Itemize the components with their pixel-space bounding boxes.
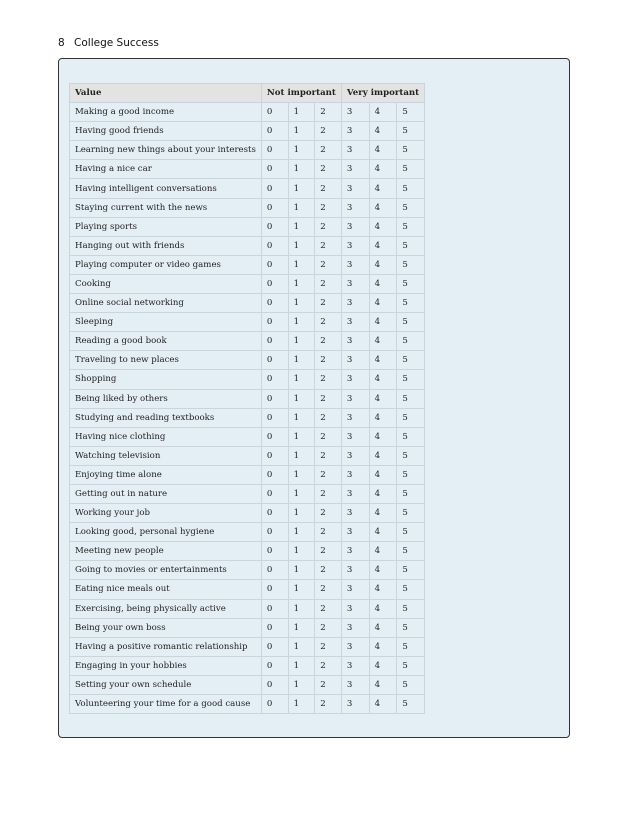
table-row: [70, 427, 425, 446]
table-row: [70, 313, 425, 332]
rating-option[interactable]: 5: [397, 389, 425, 408]
value-label: Cooking: [70, 274, 262, 293]
rating-option[interactable]: 3: [341, 313, 369, 332]
rating-option[interactable]: 5: [397, 542, 425, 561]
rating-option[interactable]: 3: [341, 446, 369, 465]
rating-option[interactable]: 4: [369, 695, 397, 714]
value-label: Volunteering your time for a good cause: [70, 695, 262, 714]
rating-option[interactable]: 5: [397, 217, 425, 236]
rating-option[interactable]: 0: [261, 656, 288, 675]
value-label: Getting out in nature: [70, 484, 262, 503]
rating-option[interactable]: 3: [341, 504, 369, 523]
rating-option[interactable]: 4: [369, 523, 397, 542]
rating-option[interactable]: 2: [315, 427, 342, 446]
table-row: [70, 465, 425, 484]
rating-option[interactable]: 5: [397, 141, 425, 160]
table-row: [70, 446, 425, 465]
table-row: [70, 389, 425, 408]
rating-option[interactable]: 5: [397, 332, 425, 351]
rating-option[interactable]: 2: [315, 484, 342, 503]
rating-option[interactable]: 4: [369, 637, 397, 656]
rating-option[interactable]: 3: [341, 122, 369, 141]
table-row: [70, 580, 425, 599]
rating-option[interactable]: 0: [261, 504, 288, 523]
rating-option[interactable]: 4: [369, 351, 397, 370]
rating-option[interactable]: 4: [369, 294, 397, 313]
rating-option[interactable]: 1: [288, 504, 315, 523]
rating-option[interactable]: 3: [341, 198, 369, 217]
value-label: Having a nice car: [70, 160, 262, 179]
rating-option[interactable]: 5: [397, 255, 425, 274]
rating-option[interactable]: 2: [315, 580, 342, 599]
rating-option[interactable]: 3: [341, 294, 369, 313]
rating-option[interactable]: 2: [315, 122, 342, 141]
rating-option[interactable]: 5: [397, 484, 425, 503]
rating-option[interactable]: 3: [341, 389, 369, 408]
values-table: [69, 83, 425, 714]
rating-option[interactable]: 4: [369, 141, 397, 160]
rating-option[interactable]: 0: [261, 523, 288, 542]
table-row: [70, 255, 425, 274]
rating-option[interactable]: 0: [261, 408, 288, 427]
rating-option[interactable]: 4: [369, 217, 397, 236]
rating-option[interactable]: 0: [261, 370, 288, 389]
rating-option[interactable]: 3: [341, 561, 369, 580]
rating-option[interactable]: 3: [341, 427, 369, 446]
rating-option[interactable]: 0: [261, 580, 288, 599]
rating-option[interactable]: 1: [288, 198, 315, 217]
rating-option[interactable]: 5: [397, 523, 425, 542]
rating-option[interactable]: 1: [288, 179, 315, 198]
rating-option[interactable]: 4: [369, 370, 397, 389]
running-head: [58, 37, 159, 49]
rating-option[interactable]: 5: [397, 446, 425, 465]
rating-option[interactable]: 1: [288, 294, 315, 313]
rating-option[interactable]: 0: [261, 198, 288, 217]
rating-option[interactable]: 3: [341, 160, 369, 179]
value-label: Working your job: [70, 504, 262, 523]
table-row: [70, 236, 425, 255]
rating-option[interactable]: 4: [369, 255, 397, 274]
rating-option[interactable]: 2: [315, 103, 342, 122]
table-row: [70, 656, 425, 675]
rating-option[interactable]: 3: [341, 217, 369, 236]
rating-option[interactable]: 2: [315, 446, 342, 465]
rating-option[interactable]: 1: [288, 217, 315, 236]
column-header-not-important: Not important: [261, 84, 341, 103]
rating-option[interactable]: 4: [369, 408, 397, 427]
rating-option[interactable]: 1: [288, 656, 315, 675]
rating-option[interactable]: 1: [288, 446, 315, 465]
rating-option[interactable]: 2: [315, 294, 342, 313]
table-row: [70, 274, 425, 293]
rating-option[interactable]: 4: [369, 313, 397, 332]
value-label: Reading a good book: [70, 332, 262, 351]
rating-option[interactable]: 4: [369, 656, 397, 675]
table-row: [70, 618, 425, 637]
rating-option[interactable]: 0: [261, 122, 288, 141]
table-row: [70, 637, 425, 656]
value-label: Looking good, personal hygiene: [70, 523, 262, 542]
rating-option[interactable]: 0: [261, 274, 288, 293]
rating-option[interactable]: 2: [315, 236, 342, 255]
rating-option[interactable]: 5: [397, 122, 425, 141]
value-label: Playing computer or video games: [70, 255, 262, 274]
rating-option[interactable]: 3: [341, 618, 369, 637]
value-label: Engaging in your hobbies: [70, 656, 262, 675]
value-label: Shopping: [70, 370, 262, 389]
table-row: [70, 599, 425, 618]
rating-option[interactable]: 3: [341, 484, 369, 503]
rating-option[interactable]: 3: [341, 599, 369, 618]
rating-option[interactable]: 2: [315, 370, 342, 389]
rating-option[interactable]: 1: [288, 561, 315, 580]
value-label: Exercising, being physically active: [70, 599, 262, 618]
table-row: [70, 160, 425, 179]
rating-option[interactable]: 3: [341, 236, 369, 255]
rating-option[interactable]: 2: [315, 389, 342, 408]
table-row: [70, 217, 425, 236]
rating-option[interactable]: 5: [397, 351, 425, 370]
rating-option[interactable]: 1: [288, 637, 315, 656]
rating-option[interactable]: 2: [315, 599, 342, 618]
rating-option[interactable]: 3: [341, 695, 369, 714]
rating-option[interactable]: 4: [369, 504, 397, 523]
table-row: [70, 294, 425, 313]
rating-option[interactable]: 0: [261, 389, 288, 408]
value-label: Having a positive romantic relationship: [70, 637, 262, 656]
rating-option[interactable]: 4: [369, 389, 397, 408]
table-row: [70, 504, 425, 523]
rating-option[interactable]: 1: [288, 408, 315, 427]
column-header-very-important: Very important: [341, 84, 424, 103]
rating-option[interactable]: 4: [369, 332, 397, 351]
rating-option[interactable]: 3: [341, 542, 369, 561]
rating-option[interactable]: 1: [288, 313, 315, 332]
rating-option[interactable]: 0: [261, 599, 288, 618]
rating-option[interactable]: 5: [397, 179, 425, 198]
rating-option[interactable]: 5: [397, 580, 425, 599]
rating-option[interactable]: 0: [261, 618, 288, 637]
rating-option[interactable]: 5: [397, 198, 425, 217]
table-row: [70, 561, 425, 580]
table-row: [70, 141, 425, 160]
rating-option[interactable]: 0: [261, 695, 288, 714]
value-label: Traveling to new places: [70, 351, 262, 370]
book-title: College Success: [74, 37, 159, 49]
rating-option[interactable]: 0: [261, 160, 288, 179]
rating-option[interactable]: 1: [288, 675, 315, 694]
rating-option[interactable]: 5: [397, 370, 425, 389]
rating-option[interactable]: 0: [261, 179, 288, 198]
table-row: [70, 370, 425, 389]
table-row: [70, 408, 425, 427]
rating-option[interactable]: 5: [397, 599, 425, 618]
rating-option[interactable]: 4: [369, 236, 397, 255]
rating-option[interactable]: 2: [315, 274, 342, 293]
rating-option[interactable]: 1: [288, 523, 315, 542]
rating-option[interactable]: 2: [315, 160, 342, 179]
rating-option[interactable]: 2: [315, 504, 342, 523]
rating-option[interactable]: 4: [369, 484, 397, 503]
rating-option[interactable]: 5: [397, 274, 425, 293]
rating-option[interactable]: 1: [288, 141, 315, 160]
value-label: Being liked by others: [70, 389, 262, 408]
rating-option[interactable]: 2: [315, 695, 342, 714]
rating-option[interactable]: 3: [341, 351, 369, 370]
rating-option[interactable]: 3: [341, 637, 369, 656]
rating-option[interactable]: 5: [397, 656, 425, 675]
rating-option[interactable]: 2: [315, 198, 342, 217]
rating-option[interactable]: 1: [288, 274, 315, 293]
rating-option[interactable]: 3: [341, 103, 369, 122]
rating-option[interactable]: 2: [315, 656, 342, 675]
rating-option[interactable]: 4: [369, 274, 397, 293]
rating-option[interactable]: 0: [261, 141, 288, 160]
rating-option[interactable]: 1: [288, 465, 315, 484]
rating-option[interactable]: 1: [288, 255, 315, 274]
rating-option[interactable]: 0: [261, 236, 288, 255]
rating-option[interactable]: 4: [369, 446, 397, 465]
rating-option[interactable]: 1: [288, 370, 315, 389]
rating-option[interactable]: 2: [315, 141, 342, 160]
rating-option[interactable]: 1: [288, 542, 315, 561]
rating-option[interactable]: 3: [341, 656, 369, 675]
rating-option[interactable]: 1: [288, 236, 315, 255]
rating-option[interactable]: 5: [397, 313, 425, 332]
rating-option[interactable]: 5: [397, 103, 425, 122]
rating-option[interactable]: 4: [369, 427, 397, 446]
rating-option[interactable]: 3: [341, 370, 369, 389]
rating-option[interactable]: 4: [369, 465, 397, 484]
rating-option[interactable]: 1: [288, 332, 315, 351]
table-row: [70, 198, 425, 217]
rating-option[interactable]: 4: [369, 103, 397, 122]
value-label: Having good friends: [70, 122, 262, 141]
rating-option[interactable]: 2: [315, 465, 342, 484]
rating-option[interactable]: 1: [288, 484, 315, 503]
table-row: [70, 523, 425, 542]
rating-option[interactable]: 4: [369, 179, 397, 198]
value-label: Sleeping: [70, 313, 262, 332]
table-row: [70, 484, 425, 503]
rating-option[interactable]: 2: [315, 675, 342, 694]
rating-option[interactable]: 3: [341, 580, 369, 599]
table-row: [70, 332, 425, 351]
rating-option[interactable]: 0: [261, 255, 288, 274]
table-row: [70, 103, 425, 122]
value-label: Learning new things about your interests: [70, 141, 262, 160]
rating-option[interactable]: 3: [341, 141, 369, 160]
rating-option[interactable]: 3: [341, 523, 369, 542]
value-label: Having intelligent conversations: [70, 179, 262, 198]
rating-option[interactable]: 1: [288, 695, 315, 714]
rating-option[interactable]: 0: [261, 637, 288, 656]
rating-option[interactable]: 2: [315, 618, 342, 637]
value-label: Online social networking: [70, 294, 262, 313]
rating-option[interactable]: 4: [369, 122, 397, 141]
rating-option[interactable]: 5: [397, 618, 425, 637]
rating-option[interactable]: 2: [315, 523, 342, 542]
table-row: [70, 542, 425, 561]
rating-option[interactable]: 0: [261, 294, 288, 313]
rating-option[interactable]: 0: [261, 332, 288, 351]
rating-option[interactable]: 0: [261, 561, 288, 580]
rating-option[interactable]: 5: [397, 504, 425, 523]
value-label: Setting your own schedule: [70, 675, 262, 694]
rating-option[interactable]: 0: [261, 465, 288, 484]
rating-option[interactable]: 5: [397, 637, 425, 656]
rating-option[interactable]: 2: [315, 351, 342, 370]
rating-option[interactable]: 0: [261, 542, 288, 561]
table-row: [70, 122, 425, 141]
rating-option[interactable]: 3: [341, 255, 369, 274]
value-label: Making a good income: [70, 103, 262, 122]
table-row: [70, 351, 425, 370]
value-label: Staying current with the news: [70, 198, 262, 217]
rating-option[interactable]: 0: [261, 484, 288, 503]
rating-option[interactable]: 4: [369, 675, 397, 694]
rating-option[interactable]: 1: [288, 103, 315, 122]
rating-option[interactable]: 0: [261, 351, 288, 370]
value-label: Studying and reading textbooks: [70, 408, 262, 427]
column-header-value: Value: [70, 84, 262, 103]
value-label: Going to movies or entertainments: [70, 561, 262, 580]
table-body: [70, 103, 425, 714]
rating-option[interactable]: 4: [369, 599, 397, 618]
rating-option[interactable]: 5: [397, 675, 425, 694]
value-label: Watching television: [70, 446, 262, 465]
rating-option[interactable]: 4: [369, 542, 397, 561]
rating-option[interactable]: 5: [397, 294, 425, 313]
value-label: Meeting new people: [70, 542, 262, 561]
rating-option[interactable]: 5: [397, 160, 425, 179]
rating-option[interactable]: 3: [341, 408, 369, 427]
value-label: Playing sports: [70, 217, 262, 236]
rating-option[interactable]: 2: [315, 179, 342, 198]
value-label: Being your own boss: [70, 618, 262, 637]
rating-option[interactable]: 0: [261, 446, 288, 465]
rating-option[interactable]: 3: [341, 179, 369, 198]
rating-option[interactable]: 2: [315, 332, 342, 351]
value-label: Hanging out with friends: [70, 236, 262, 255]
rating-option[interactable]: 5: [397, 427, 425, 446]
rating-option[interactable]: 1: [288, 160, 315, 179]
rating-option[interactable]: 1: [288, 351, 315, 370]
rating-option[interactable]: 5: [397, 561, 425, 580]
rating-option[interactable]: 4: [369, 160, 397, 179]
rating-option[interactable]: 2: [315, 542, 342, 561]
rating-option[interactable]: 2: [315, 637, 342, 656]
rating-option[interactable]: 1: [288, 389, 315, 408]
rating-option[interactable]: 4: [369, 580, 397, 599]
table-row: [70, 675, 425, 694]
rating-option[interactable]: 1: [288, 599, 315, 618]
rating-option[interactable]: 4: [369, 618, 397, 637]
rating-option[interactable]: 1: [288, 122, 315, 141]
rating-option[interactable]: 0: [261, 427, 288, 446]
rating-option[interactable]: 4: [369, 561, 397, 580]
rating-option[interactable]: 0: [261, 675, 288, 694]
rating-option[interactable]: 2: [315, 255, 342, 274]
rating-option[interactable]: 3: [341, 465, 369, 484]
rating-option[interactable]: 0: [261, 313, 288, 332]
table-row: [70, 695, 425, 714]
rating-option[interactable]: 5: [397, 695, 425, 714]
rating-option[interactable]: 2: [315, 561, 342, 580]
value-label: Having nice clothing: [70, 427, 262, 446]
rating-option[interactable]: 5: [397, 465, 425, 484]
table-header-row: [70, 84, 425, 103]
rating-option[interactable]: 2: [315, 408, 342, 427]
rating-option[interactable]: 1: [288, 618, 315, 637]
rating-option[interactable]: 3: [341, 274, 369, 293]
rating-option[interactable]: 1: [288, 427, 315, 446]
rating-option[interactable]: 0: [261, 217, 288, 236]
table-row: [70, 179, 425, 198]
value-label: Eating nice meals out: [70, 580, 262, 599]
values-box: [58, 58, 570, 738]
value-label: Enjoying time alone: [70, 465, 262, 484]
rating-option[interactable]: 1: [288, 580, 315, 599]
rating-option[interactable]: 4: [369, 198, 397, 217]
rating-option[interactable]: 2: [315, 217, 342, 236]
rating-option[interactable]: 5: [397, 408, 425, 427]
rating-option[interactable]: 0: [261, 103, 288, 122]
rating-option[interactable]: 3: [341, 675, 369, 694]
page-number: 8: [58, 37, 65, 49]
rating-option[interactable]: 2: [315, 313, 342, 332]
rating-option[interactable]: 5: [397, 236, 425, 255]
rating-option[interactable]: 3: [341, 332, 369, 351]
